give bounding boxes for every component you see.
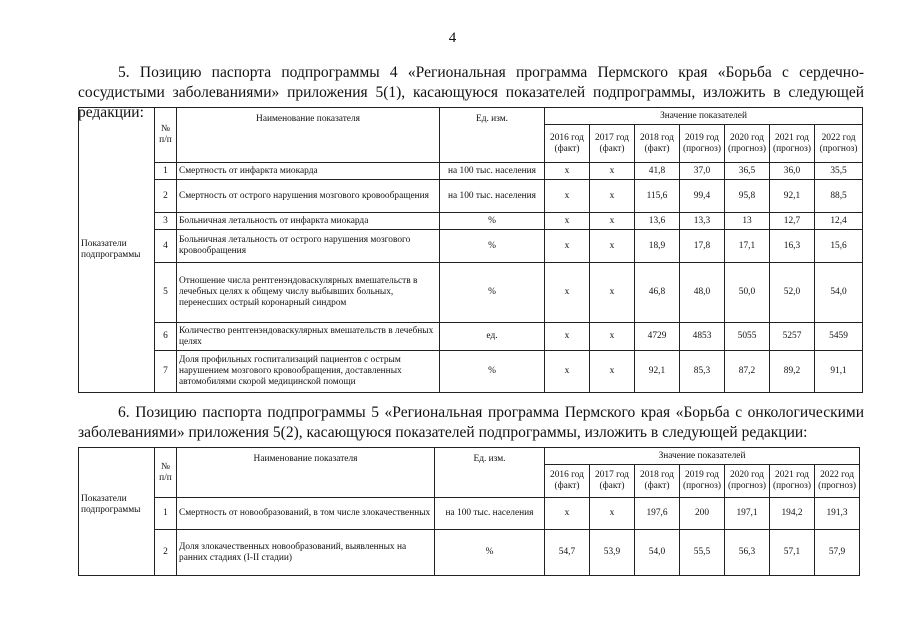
header-year-3 (680, 125, 725, 163)
indicator-value: 37,0 (680, 163, 725, 180)
indicator-value: 57,1 (770, 530, 815, 576)
indicator-value: х (545, 351, 590, 393)
indicator-value: 4729 (635, 323, 680, 351)
header-unit: Ед. изм. (440, 108, 545, 163)
indicator-unit: на 100 тыс. населения (435, 498, 545, 530)
header-year-label: 2020 год (730, 470, 764, 480)
indicator-unit: на 100 тыс. населения (440, 163, 545, 180)
indicator-value: 12,4 (815, 213, 863, 230)
indicator-unit: % (440, 213, 545, 230)
indicator-name: Больничная летальность от острого нарушения мозгового кровообращения (177, 230, 440, 263)
table-row (79, 263, 863, 323)
indicator-unit: ед. (440, 323, 545, 351)
indicator-value: х (545, 323, 590, 351)
table-row (79, 323, 863, 351)
header-unit: Ед. изм. (435, 448, 545, 498)
header-year-type: (прогноз) (683, 481, 721, 491)
indicator-value: х (590, 263, 635, 323)
indicator-value: х (545, 263, 590, 323)
indicator-value: 92,1 (635, 351, 680, 393)
indicator-value: 85,3 (680, 351, 725, 393)
header-year-4 (725, 125, 770, 163)
header-year-type: (прогноз) (818, 481, 856, 491)
indicator-value: 52,0 (770, 263, 815, 323)
row-number: 5 (155, 263, 177, 323)
row-number: 2 (155, 180, 177, 213)
indicator-name: Больничная летальность от инфаркта миокарда (177, 213, 440, 230)
indicator-value: 53,9 (590, 530, 635, 576)
indicator-value: 54,0 (635, 530, 680, 576)
indicator-value: 36,5 (725, 163, 770, 180)
header-year-type: (факт) (599, 481, 625, 491)
header-year-type: (прогноз) (773, 481, 811, 491)
indicator-value: 18,9 (635, 230, 680, 263)
indicator-value: х (590, 213, 635, 230)
header-year-3 (680, 465, 725, 498)
header-year-label: 2018 год (640, 132, 674, 143)
header-year-type: (прогноз) (728, 481, 766, 491)
indicator-value: 197,6 (635, 498, 680, 530)
header-name: Наименование показателя (177, 108, 440, 163)
row-label-cell: Показатели подпрограммы (79, 108, 155, 393)
indicator-value: 88,5 (815, 180, 863, 213)
header-year-type: (прогноз) (819, 143, 858, 154)
page-number: 4 (448, 30, 457, 46)
indicator-value: 4853 (680, 323, 725, 351)
header-year-0 (545, 465, 590, 498)
header-year-2 (635, 465, 680, 498)
indicator-value: 200 (680, 498, 725, 530)
header-values-group: Значение показателей (545, 448, 860, 465)
indicator-value: 13 (725, 213, 770, 230)
section-5-table (78, 107, 863, 393)
indicator-value: 55,5 (680, 530, 725, 576)
indicator-unit: % (440, 263, 545, 323)
indicator-name: Доля профильных госпитализаций пациентов с острым нарушением мозгового кровообращения, доставленных автомобилями скорой медицинской помощи (177, 351, 440, 393)
indicator-value: 57,9 (815, 530, 860, 576)
indicator-value: 13,3 (680, 213, 725, 230)
indicator-value: х (590, 180, 635, 213)
row-label-cell: Показатели подпрограммы (79, 448, 155, 576)
header-year-type: (факт) (644, 143, 670, 154)
row-number: 1 (155, 498, 177, 530)
header-year-label: 2021 год (775, 132, 809, 143)
header-year-label: 2016 год (550, 132, 584, 143)
header-year-label: 2021 год (775, 470, 809, 480)
indicator-value: 92,1 (770, 180, 815, 213)
indicator-value: 197,1 (725, 498, 770, 530)
header-year-type: (факт) (554, 481, 580, 491)
table-row (79, 530, 860, 576)
row-number: 3 (155, 213, 177, 230)
header-year-label: 2020 год (730, 132, 764, 143)
row-number: 4 (155, 230, 177, 263)
header-year-6 (815, 125, 863, 163)
indicator-value: 54,0 (815, 263, 863, 323)
section-6-table (78, 447, 860, 576)
indicator-value: х (545, 230, 590, 263)
indicator-value: х (590, 351, 635, 393)
table-row (79, 230, 863, 263)
header-year-0 (545, 125, 590, 163)
indicator-name: Смертность от новообразований, в том числе злокачественных (177, 498, 435, 530)
indicator-value: 91,1 (815, 351, 863, 393)
indicator-unit: % (440, 230, 545, 263)
indicator-value: 15,6 (815, 230, 863, 263)
indicator-value: 89,2 (770, 351, 815, 393)
section-6-paragraph (78, 403, 864, 443)
indicator-value: 194,2 (770, 498, 815, 530)
header-year-label: 2018 год (640, 470, 674, 480)
indicator-unit: на 100 тыс. населения (440, 180, 545, 213)
header-year-label: 2022 год (820, 470, 854, 480)
indicator-name: Количество рентгенэндоваскулярных вмешательств в лечебных целях (177, 323, 440, 351)
header-year-type: (факт) (554, 143, 580, 154)
indicator-value: 17,1 (725, 230, 770, 263)
header-num: № п/п (155, 448, 177, 498)
indicator-value: х (545, 213, 590, 230)
indicator-value: 12,7 (770, 213, 815, 230)
header-year-type: (факт) (599, 143, 625, 154)
table-row (79, 498, 860, 530)
indicator-value: 46,8 (635, 263, 680, 323)
indicator-value: 54,7 (545, 530, 590, 576)
header-year-1 (590, 465, 635, 498)
header-year-type: (прогноз) (728, 143, 766, 154)
indicator-value: 13,6 (635, 213, 680, 230)
header-year-label: 2022 год (821, 132, 856, 143)
indicator-value: 16,3 (770, 230, 815, 263)
header-year-1 (590, 125, 635, 163)
table-row (79, 163, 863, 180)
header-year-5 (770, 125, 815, 163)
header-values-group: Значение показателей (545, 108, 863, 125)
header-year-label: 2017 год (595, 470, 629, 480)
row-number: 6 (155, 323, 177, 351)
section-5-text: 5. Позицию паспорта подпрограммы 4 «Региональная программа Пермского края «Борьба с сердечно-сосудистыми заболеваниями» приложения 5(1), касающуюся показателей подпрограммы, изложить в следующей редакции: (78, 64, 864, 121)
header-num: № п/п (155, 108, 177, 163)
indicator-value: 48,0 (680, 263, 725, 323)
indicator-value: 36,0 (770, 163, 815, 180)
row-number: 2 (155, 530, 177, 576)
indicator-value: 5257 (770, 323, 815, 351)
indicator-unit: % (440, 351, 545, 393)
row-number: 1 (155, 163, 177, 180)
header-year-type: (факт) (644, 481, 670, 491)
header-year-6 (815, 465, 860, 498)
indicator-value: 41,8 (635, 163, 680, 180)
indicator-value: х (545, 163, 590, 180)
header-year-2 (635, 125, 680, 163)
indicator-name: Отношение числа рентгенэндоваскулярных вмешательств в лечебных целях к общему числу выбывших больных, перенесших острый коронарный синдром (177, 263, 440, 323)
indicator-name: Смертность от инфаркта миокарда (177, 163, 440, 180)
indicator-value: 87,2 (725, 351, 770, 393)
table-row (79, 180, 863, 213)
row-number: 7 (155, 351, 177, 393)
header-year-5 (770, 465, 815, 498)
indicator-value: 17,8 (680, 230, 725, 263)
indicator-value: 115,6 (635, 180, 680, 213)
indicator-value: 95,8 (725, 180, 770, 213)
indicator-value: 5055 (725, 323, 770, 351)
indicator-value: х (590, 323, 635, 351)
indicator-value: 50,0 (725, 263, 770, 323)
header-year-type: (прогноз) (773, 143, 811, 154)
header-year-label: 2019 год (685, 132, 719, 143)
section-6-text: 6. Позицию паспорта подпрограммы 5 «Региональная программа Пермского края «Борьба с онкологическими заболеваниями» приложения 5(2), касающуюся показателей подпрограммы, изложить в следующей редакции: (78, 404, 864, 441)
header-name: Наименование показателя (177, 448, 435, 498)
indicator-value: х (590, 163, 635, 180)
indicator-name: Доля злокачественных новообразований, выявленных на ранних стадиях (I-II стадии) (177, 530, 435, 576)
indicator-value: х (590, 498, 635, 530)
header-year-label: 2019 год (685, 470, 719, 480)
header-year-4 (725, 465, 770, 498)
header-year-label: 2017 год (595, 132, 629, 143)
indicator-unit: % (435, 530, 545, 576)
indicator-value: 5459 (815, 323, 863, 351)
indicator-value: 99,4 (680, 180, 725, 213)
indicator-value: 56,3 (725, 530, 770, 576)
indicator-value: х (545, 498, 590, 530)
header-year-type: (прогноз) (683, 143, 721, 154)
indicator-name: Смертность от острого нарушения мозгового кровообращения (177, 180, 440, 213)
indicator-value: 35,5 (815, 163, 863, 180)
table-row (79, 351, 863, 393)
header-year-label: 2016 год (550, 470, 584, 480)
indicator-value: х (545, 180, 590, 213)
table-row (79, 213, 863, 230)
indicator-value: х (590, 230, 635, 263)
indicator-value: 191,3 (815, 498, 860, 530)
